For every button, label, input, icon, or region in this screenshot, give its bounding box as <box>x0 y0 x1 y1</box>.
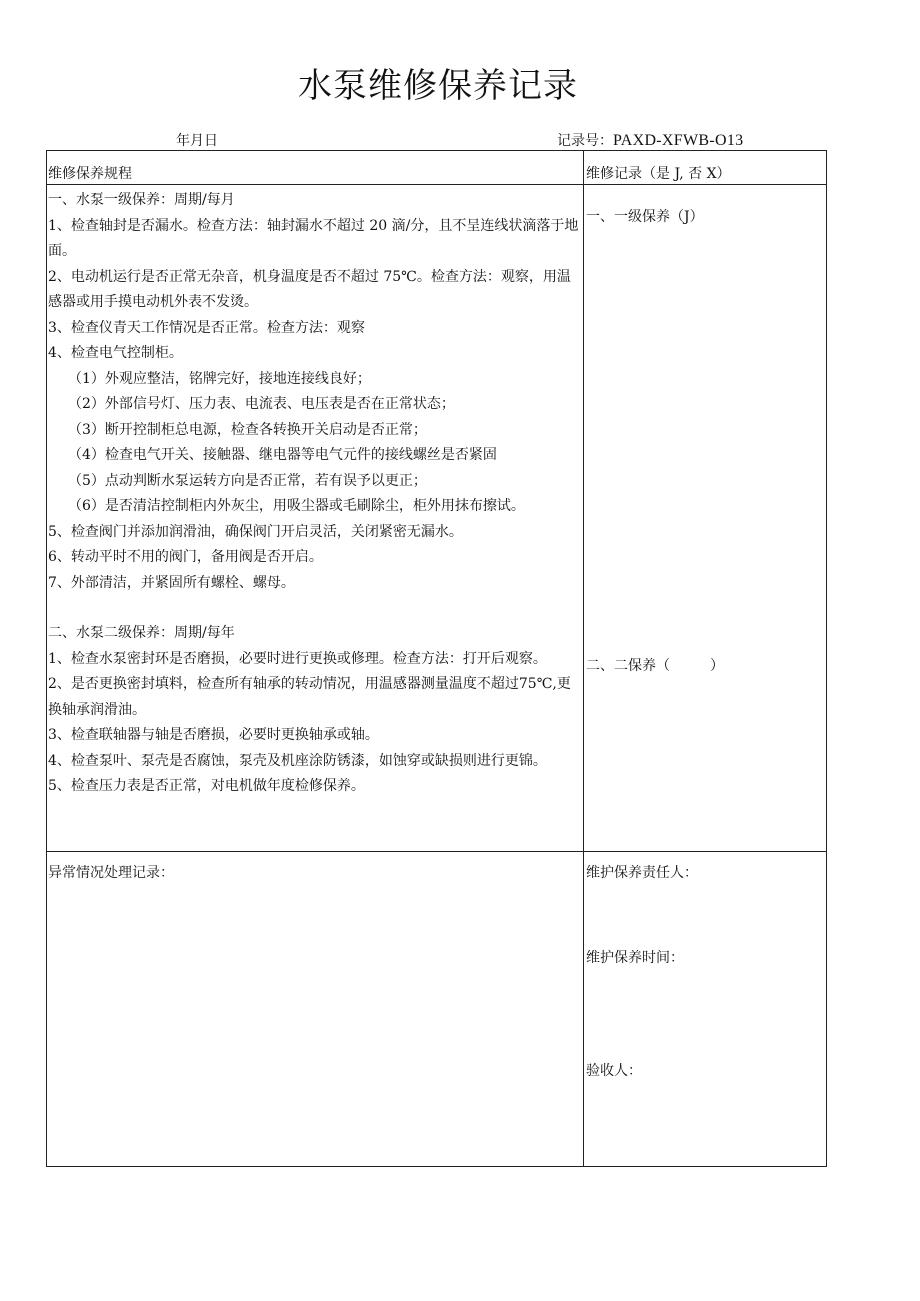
responsible-person-label: 维护保养责任人： <box>586 865 698 881</box>
level2-item: 5、检查压力表是否正常，对电机做年度检修保养。 <box>48 778 365 794</box>
col-header-procedures: 维修保养规程 <box>48 166 132 182</box>
level1-item: 3、检查仪青天工作情况是否正常。检查方法：观察 <box>48 319 365 336</box>
procedures-content <box>48 188 582 800</box>
level1-item: 5、检查阀门并添加润滑油，确保阀门开启灵活，关闭紧密无漏水。 <box>48 523 463 540</box>
column-divider <box>583 150 584 1167</box>
level1-item: 6、转动平时不用的阀门，备用阀是否开启。 <box>48 549 323 565</box>
level2-item: 2、是否更换密封填料，检查所有轴承的转动情况，用温感器测量温度不超过75℃,更换轴承润滑油。 <box>48 676 571 718</box>
level2-heading: 二、水泵二级保养：周期/每年 <box>48 625 235 641</box>
level2-item: 3、检查联轴器与轴是否磨损，必要时更换轴承或轴。 <box>48 727 379 743</box>
level1-item: 7、外部清洁，并紧固所有螺栓、螺母。 <box>48 574 295 591</box>
body-divider <box>46 851 827 852</box>
level1-item: 1、检查轴封是否漏水。检查方法：轴封漏水不超过 20 滴/分，且不呈连线状滴落于地面。 <box>48 217 579 259</box>
page-title: 水泵维修保养记录 <box>298 66 578 106</box>
acceptor-label: 验收人： <box>586 1063 642 1079</box>
record-number-label: 记录号： <box>557 133 613 149</box>
level1-sub-item: （3）断开控制柜总电源，检查各转换开关启动是否正常； <box>68 421 427 438</box>
record-number-code: PAXD-XFWB-O13 <box>613 132 744 149</box>
date-label: 年月日 <box>176 133 218 149</box>
level1-sub-item: （6）是否清洁控制柜内外灰尘，用吸尘器或毛刷除尘，柜外用抹布擦试。 <box>68 498 525 514</box>
abnormal-record-label: 异常情况处理记录： <box>48 865 174 881</box>
record-level1: 一、一级保养（J） <box>586 209 704 225</box>
level1-sub-item: （4）检查电气开关、接触器、继电器等电气元件的接线螺丝是否紧固 <box>68 447 497 463</box>
level1-heading: 一、水泵一级保养：周期/每月 <box>48 192 235 208</box>
level1-sub-item: （1）外观应整洁，铭牌完好，接地连接线良好； <box>68 370 371 387</box>
maintenance-time-label: 维护保养时间： <box>586 950 684 966</box>
level1-item: 4、检查电气控制柜。 <box>48 345 183 361</box>
col-header-records: 维修记录（是 J, 否 X） <box>586 166 731 182</box>
level1-item: 2、电动机运行是否正常无杂音，机身温度是否不超过 75℃。检查方法：观察，用温感器或用手摸电动机外表不发烫。 <box>48 268 571 310</box>
record-number <box>557 130 743 150</box>
level2-item: 1、检查水泵密封环是否磨损，必要时进行更换或修理。检查方法：打开后观察。 <box>48 650 547 667</box>
level1-sub-item: （5）点动判断水泵运转方向是否正常，若有误予以更正； <box>68 472 427 489</box>
level2-item: 4、检查泵叶、泵壳是否腐蚀，泵壳及机座涂防锈漆，如蚀穿或缺损则进行更锦。 <box>48 752 547 769</box>
record-level2: 二、二保养（ ） <box>586 658 725 674</box>
level1-sub-item: （2）外部信号灯、压力表、电流表、电压表是否在正常状态； <box>68 396 455 412</box>
